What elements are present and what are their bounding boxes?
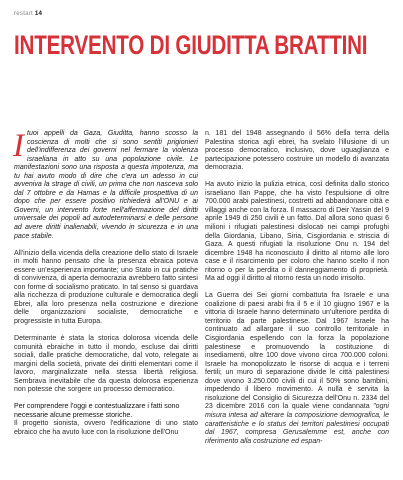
body-paragraph: n. 181 del 1948 assegnando il 56% della terra della Palestina storica agli ebrei, ha svelato l'illusione di un processo democratico, inclusivo, dove uguaglianza e partecipazione potessero costruire un modello di avanzata democrazia. <box>205 130 389 172</box>
article-title: INTERVENTO DI GIUDITTA BRATTINI <box>14 30 368 60</box>
body-paragraph <box>205 292 389 446</box>
body-text: Il progetto sionista, ovvero l'edificazione di uno stato ebraico che ha avuto luce con la risoluzione dell'Onu <box>14 420 198 436</box>
section-name: restart <box>14 10 33 17</box>
column-left <box>14 130 198 438</box>
body-paragraph-with-subhead <box>14 403 198 437</box>
drop-cap: I <box>13 128 24 164</box>
body-paragraph: Determinante è stata la storica dolorosa vicenda delle comunità ebraiche in tutto il mondo, escluse dai diritti sociali, dalle pratiche democratiche, dal voto, relegate ai margini della società, private dei diritti elementari come il lavoro, marginalizzate nella stessa libertà religiosa. Sembrava inevitabile che da questa dolorosa esperienza non potesse che sorgere un processo democratico. <box>14 335 198 394</box>
page-number: 14 <box>34 10 43 17</box>
body-paragraph: Ha avuto inizio la pulizia etnica, così definita dallo storico israeliano Ilan Pappe, che ha visto l'espulsione di oltre 700.000 arabi palestinesi, costretti ad abbandonare città e villaggi anche con la forza. Il massacro di Deir Yassin del 9 aprile 1949 di 250 civili è un fatto. Dal allora sono quasi 6 milioni i rifugiati palestinesi dislocati nei campi profughi della Giordania, Libano, Siria, Cisgiordania e striscia di Gaza. A questi rifugiati la risoluzione Onu n. 194 del dicembre 1948 ha riconosciuto il diritto al ritorno alle loro case e il risarcimento per coloro che hanno scelto il non ritorno o per la perdita o il danneggiamento di proprietà. Ma ad oggi il diritto al ritorno resta un nodo irrisolto. <box>205 181 389 283</box>
quoted-resolution-text: "ogni misura intesa ad alterare la composizione demografica, le caratteristiche e lo status dei territori palestinesi occupati dal 1967, compresa Gerusalemme est, anche con riferimento alla costruzione ed espan- <box>205 403 389 445</box>
body-paragraph: All'inizio della vicenda della creazione dello stato di Israele in molti hanno pensato che la presenza ebraica poteva essere un'esperienza importante; uno Stato in cui pratiche di convivenza, di aperta democrazia avrebbero fatto sintesi con forme di socialismo praticato. In tal senso si guardava alla ricchezza di produzione culturale e democratica degli Ebrei, alla loro presenza nella costruzione e direzione delle organizzazioni socialiste, democratiche e progressiste in tutta Europa. <box>14 249 198 325</box>
lead-text: tuoi appelli da Gaza, Giuditta, hanno scosso la coscienza di molti che si sono sentiti prigionieri dell'indifferenza dei governi nel fermare la violenza israeliana in atto su una popolazione civile. Le manifestazioni sono una risposta a questa impotenza, ma tu hai avuto modo di dire che c'era un adesso in cui avveniva la strage di civili, un prima che non nasceva solo dal 7 ottobre e da Hamas e la difficile prospettiva di un dopo che per essere positivo richiederà all'ONU e ai Governi, un intervento forte nell'affermazione del diritti universale dei popoli ad autodeterminarsi e delle persone ad avere diritti inalienabili, vivendo in sicurezza e in una pace stabile. <box>14 130 198 240</box>
section-subhead-line-1: Per comprendere l'oggi e contestualizzare i fatti sono <box>14 403 180 411</box>
column-right <box>205 130 389 446</box>
page-folio <box>14 10 42 17</box>
body-text: La Guerra dei Sei giorni combattuta fra Israele e una coalizione di paesi arabi fra il 5 e il 10 giugno 1967 e la vittoria di Israele hanno determinato un'ulteriore perdita di territorio da parte palestinese. Dal 1967 Israele ha continuato ad allargare il suo controllo territoriale in Cisgiordania espellendo con la forza la popolazione palestinese e promuovendo la costituzione di insediamenti, oltre 100 dove vivono circa 700.000 coloni. Israele ha monopolizzato le risorse di acqua e i terreni fertili; un muro di separazione divide le città palestinesi dove vivono 3.250.000 civili di cui il 50% sono bambini, impedendo il libero movimento. A nulla è servita la risoluzione del Consiglio di Sicurezza dell'Onu n. 2334 del 23 dicembre 2016 con la quale viene condannata <box>205 292 389 411</box>
lead-paragraph <box>14 130 198 241</box>
section-subhead-line-2: necessarie alcune premesse storiche. <box>14 411 133 419</box>
